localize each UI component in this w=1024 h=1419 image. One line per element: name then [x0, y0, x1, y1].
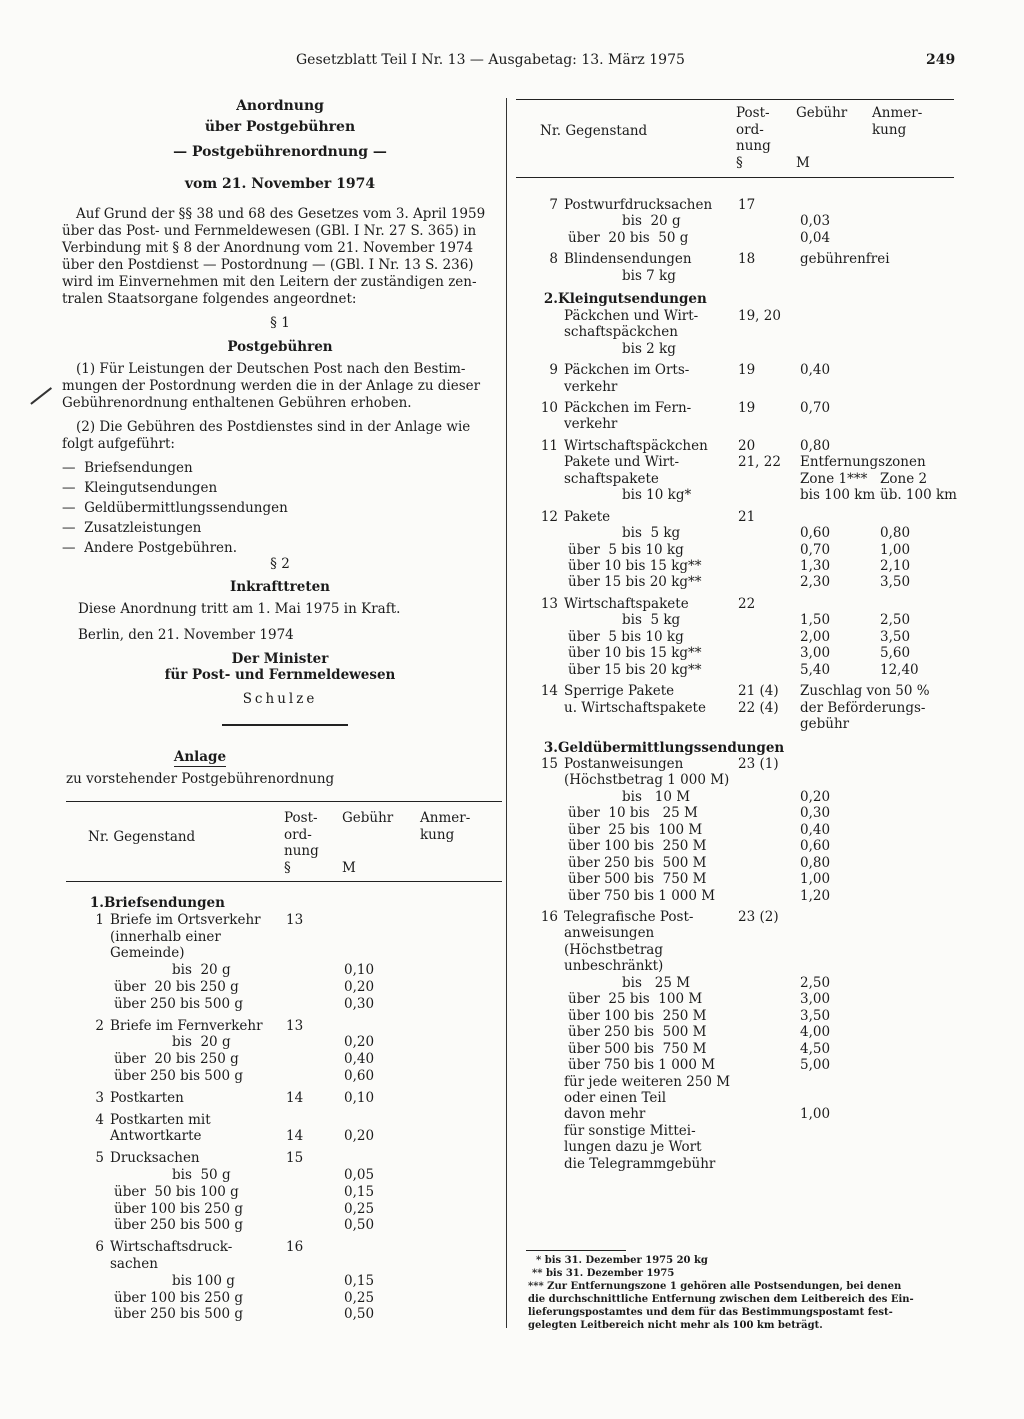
paragraph-2: (2) Die Gebühren des Postdienstes sind in der Anlage wie folgt aufgeführt:	[62, 419, 471, 452]
row-fee: Zuschlag von 50 %	[800, 683, 930, 700]
row-subject: Gemeinde)	[110, 945, 185, 962]
col-header-nr: Nr. Gegenstand	[88, 829, 196, 845]
row-subject: bis 7 kg	[622, 267, 676, 284]
row-subject: über 750 bis 1 000 M	[568, 1057, 716, 1074]
row-fee: 1,30	[800, 558, 831, 574]
row-fee: 0,60	[800, 838, 831, 855]
row-number: 9	[549, 362, 558, 379]
row-paragraph: 14	[286, 1089, 304, 1106]
table-header-rule	[66, 881, 502, 882]
row-fee-zone2: 1,00	[880, 541, 911, 558]
row-fee: Entfernungszonen	[800, 454, 926, 471]
row-subject: über 50 bis 100 g	[114, 1183, 239, 1200]
row-fee: 0,60	[344, 1068, 375, 1084]
row-fee: 0,20	[800, 788, 831, 805]
row-paragraph: 14	[286, 1128, 304, 1145]
row-fee: 0,20	[344, 1034, 375, 1051]
anlage-underline	[174, 766, 226, 767]
row-number: 4	[95, 1111, 104, 1128]
signature: Schulze	[242, 691, 318, 707]
minister-line-1: Der Minister	[231, 651, 329, 667]
row-number: 2.	[543, 291, 558, 308]
row-subject: über 25 bis 100 M	[568, 821, 703, 838]
row-subject: über 250 bis 500 g	[114, 1217, 244, 1234]
row-number: 10	[540, 399, 558, 416]
section-2-title: Inkrafttreten	[230, 579, 330, 595]
row-subject: unbeschränkt)	[564, 958, 664, 975]
col-header-anmerkung: Anmer- kung	[872, 105, 923, 138]
row-number: 11	[540, 437, 558, 454]
row-fee-zone2: Zone 2	[880, 470, 928, 487]
row-subject: Sperrige Pakete	[564, 683, 675, 700]
row-fee: 0,20	[344, 979, 375, 995]
row-subject: Antwortkarte	[110, 1128, 202, 1145]
table-header-rule	[516, 177, 954, 178]
row-paragraph: 19	[738, 362, 756, 379]
row-subject: über 15 bis 20 kg**	[568, 661, 702, 678]
row-subject: schaftspäckchen	[564, 324, 678, 341]
row-subject: bis 20 g	[172, 1034, 231, 1051]
row-subject: Päckchen im Fern-	[564, 399, 692, 416]
row-fee: 5,00	[800, 1057, 831, 1074]
row-number: 1	[95, 911, 104, 928]
row-subject: über 500 bis 750 M	[568, 1040, 707, 1057]
row-fee: 0,25	[344, 1200, 375, 1217]
row-subject: davon mehr	[564, 1106, 646, 1123]
row-paragraph: 22	[738, 595, 756, 612]
row-fee: 0,40	[800, 821, 831, 838]
row-subject: anweisungen	[564, 925, 655, 942]
col-header-nr: Nr. Gegenstand	[540, 123, 648, 139]
footnote: ** bis 31. Dezember 1975	[532, 1268, 675, 1279]
fee-category-list	[62, 458, 288, 558]
row-subject: verkehr	[564, 378, 618, 395]
row-paragraph: 13	[286, 1017, 304, 1034]
row-fee: 1,00	[800, 871, 831, 888]
footnote: * bis 31. Dezember 1975 20 kg	[536, 1255, 708, 1266]
row-subject: Wirtschaftsdruck-	[110, 1239, 233, 1256]
row-fee: 4,50	[800, 1040, 831, 1057]
footnote: gelegten Leitbereich nicht mehr als 100 km beträgt.	[528, 1320, 823, 1331]
row-number: 7	[549, 197, 558, 213]
table-top-rule	[516, 99, 954, 100]
col-header-gebuehr: Gebühr	[342, 810, 394, 826]
footnote: *** Zur Entfernungszone 1 gehören alle Postsendungen, bei denen	[528, 1281, 902, 1292]
doc-date: vom 21. November 1974	[184, 176, 376, 192]
separator-rule	[222, 724, 348, 726]
section-2: § 2	[270, 556, 290, 572]
col-header-anmerkung: Anmer- kung	[420, 810, 471, 843]
row-fee: 0,10	[344, 1089, 375, 1106]
row-subject: über 100 bis 250 M	[568, 838, 707, 855]
list-item: — Geldübermittlungssendungen	[62, 500, 288, 516]
doc-title-1: Anordnung	[236, 98, 324, 114]
running-header: Gesetzblatt Teil I Nr. 13 — Ausgabetag: 13. März 1975	[296, 52, 685, 68]
row-subject: bis 2 kg	[622, 340, 676, 357]
col-header-gebuehr: Gebühr	[796, 105, 848, 121]
footnotes	[528, 1254, 914, 1332]
row-subject: Briefe im Fernverkehr	[110, 1017, 263, 1034]
row-fee: 1,50	[800, 612, 831, 629]
row-subject: bis 10 M	[622, 788, 691, 805]
row-fee: Zone 1***	[800, 470, 868, 487]
row-fee: 0,03	[800, 213, 831, 230]
anlage-subtitle: zu vorstehender Postgebührenordnung	[66, 771, 335, 787]
row-subject: u. Wirtschaftspakete	[564, 699, 706, 716]
row-subject: schaftspakete	[564, 470, 659, 487]
row-subject: über 15 bis 20 kg**	[568, 574, 702, 591]
row-paragraph: 16	[286, 1239, 304, 1256]
row-fee-zone2: üb. 100 km	[880, 487, 957, 504]
row-fee: 0,80	[800, 437, 831, 454]
footnote: lieferungspostamtes und dem für das Bestimmungspostamt fest-	[528, 1307, 893, 1318]
row-subject: Geldübermittlungssendungen	[558, 739, 785, 756]
row-subject: Postkarten	[110, 1089, 184, 1106]
row-number: 14	[540, 683, 558, 700]
row-paragraph: 20	[738, 437, 756, 454]
row-fee: der Beförderungs-	[800, 699, 926, 716]
row-paragraph: 21, 22	[738, 454, 781, 471]
row-fee: 0,10	[344, 962, 375, 979]
row-subject: über 250 bis 500 M	[568, 1024, 707, 1041]
row-subject: Briefsendungen	[104, 895, 225, 911]
place-date: Berlin, den 21. November 1974	[78, 627, 294, 643]
row-fee: 5,40	[800, 661, 831, 678]
row-subject: (Höchstbetrag 1 000 M)	[564, 772, 730, 789]
row-fee: 3,00	[800, 645, 831, 662]
row-subject: bis 5 kg	[622, 612, 681, 629]
row-fee: 3,50	[800, 1007, 831, 1024]
row-subject: über 100 bis 250 M	[568, 1007, 707, 1024]
row-subject: Kleingutsendungen	[558, 291, 707, 308]
row-fee-zone2: 2,10	[880, 558, 911, 574]
row-subject: lungen dazu je Wort	[564, 1139, 702, 1156]
row-fee: 0,70	[800, 399, 831, 416]
anlage-title: Anlage	[173, 749, 227, 765]
page-number: 249	[926, 52, 956, 68]
row-fee: 0,50	[344, 1306, 375, 1323]
row-subject: über 20 bis 250 g	[114, 979, 239, 995]
row-fee-zone2: 2,50	[880, 612, 911, 629]
row-subject: Postkarten mit	[110, 1111, 211, 1128]
row-subject: bis 100 g	[172, 1272, 235, 1289]
row-fee: 0,05	[344, 1167, 375, 1183]
row-paragraph: 19	[738, 399, 756, 416]
row-subject: Briefe im Ortsverkehr	[110, 911, 261, 928]
row-subject: über 100 bis 250 g	[114, 1200, 244, 1217]
row-subject: sachen	[110, 1256, 158, 1272]
row-paragraph: 23 (1)	[738, 755, 779, 772]
row-paragraph: 21 (4)	[738, 683, 779, 700]
row-subject: Blindensendungen	[564, 251, 692, 268]
row-paragraph: 22 (4)	[738, 699, 779, 716]
row-fee: gebühr	[800, 716, 850, 733]
col-header-m: M	[342, 860, 356, 876]
row-fee-zone2: 0,80	[880, 525, 911, 542]
doc-title-2: über Postgebühren	[204, 119, 356, 135]
row-paragraph: 15	[286, 1150, 304, 1167]
row-fee: 0,25	[344, 1289, 375, 1306]
row-paragraph: 18	[738, 251, 756, 268]
row-subject: bis 20 g	[172, 962, 231, 979]
row-subject: verkehr	[564, 416, 618, 433]
row-fee: 0,40	[344, 1051, 375, 1068]
row-subject: über 100 bis 250 g	[114, 1289, 244, 1306]
row-number: 5	[95, 1150, 104, 1167]
row-subject: über 250 bis 500 g	[114, 995, 244, 1012]
minister-line-2: für Post- und Fernmeldewesen	[164, 667, 396, 683]
row-subject: über 20 bis 250 g	[114, 1051, 239, 1068]
row-fee: 2,30	[800, 574, 831, 591]
row-fee: 1,00	[800, 1106, 831, 1123]
col-header-postordnung: Post- ord- nung §	[284, 810, 319, 876]
row-subject: Pakete	[564, 508, 611, 525]
row-subject: Drucksachen	[110, 1150, 200, 1167]
row-subject: (Höchstbetrag	[564, 941, 663, 958]
row-subject: über 250 bis 500 g	[114, 1068, 244, 1084]
row-fee-zone2: 3,50	[880, 628, 911, 645]
row-subject: über 750 bis 1 000 M	[568, 887, 716, 904]
row-subject: für sonstige Mittei-	[564, 1122, 696, 1139]
row-fee: 0,60	[800, 525, 831, 542]
row-number: 3.	[543, 739, 558, 756]
row-fee: 0,15	[344, 1183, 375, 1200]
row-paragraph: 13	[286, 911, 304, 928]
row-subject: bis 5 kg	[622, 525, 681, 542]
row-subject: über 10 bis 15 kg**	[568, 645, 702, 662]
section-1-title: Postgebühren	[227, 339, 333, 355]
row-subject: über 5 bis 10 kg	[568, 541, 684, 558]
col-header-m: M	[796, 155, 810, 171]
list-item: — Zusatzleistungen	[62, 520, 202, 536]
margin-mark	[30, 387, 51, 404]
row-subject: über 500 bis 750 M	[568, 871, 707, 888]
list-item: — Briefsendungen	[62, 460, 193, 476]
row-fee-zone2: 5,60	[880, 645, 911, 662]
row-fee: 0,30	[800, 805, 831, 822]
row-fee: 0,40	[800, 362, 831, 379]
row-subject: Telegrafische Post-	[564, 909, 694, 925]
doc-title-3: — Postgebührenordnung —	[173, 144, 387, 160]
section-1: § 1	[270, 315, 290, 331]
paragraph-1: (1) Für Leistungen der Deutschen Post nach den Bestim- mungen der Postordnung werden die in der Anlage zu dieser Gebührenordnung enthaltenen Gebühren erhoben.	[62, 361, 481, 411]
row-number: 13	[540, 595, 558, 612]
intro-paragraph: Auf Grund der §§ 38 und 68 des Gesetzes vom 3. April 1959 über das Post- und Fernmeldewesen (GBl. I Nr. 27 S. 365) in Verbindung mit § 8 der Anordnung vom 21. November 1974 über den Postdienst — Postordnung — (GBl. I Nr. 13 S. 236) wird im Einvernehmen mit den Leitern der zuständigen zen- tralen Staatsorgane folgendes angeordnet:	[62, 206, 486, 307]
table-top-rule	[66, 801, 502, 802]
row-fee: 2,00	[800, 628, 831, 645]
row-subject: über 20 bis 50 g	[568, 229, 689, 246]
footnote-rule	[526, 1250, 626, 1251]
row-subject: Postanweisungen	[564, 755, 684, 772]
row-subject: über 250 bis 500 M	[568, 854, 707, 871]
row-subject: Wirtschaftspäckchen	[564, 437, 708, 454]
row-number: 6	[95, 1239, 104, 1256]
row-subject: die Telegrammgebühr	[564, 1155, 716, 1172]
col-header-postordnung: Post- ord- nung §	[736, 105, 771, 171]
row-fee: 0,04	[800, 229, 831, 246]
row-number: 8	[549, 251, 558, 268]
row-number: 2	[95, 1017, 104, 1034]
row-paragraph: 17	[738, 197, 756, 213]
row-fee: 0,50	[344, 1217, 375, 1234]
row-fee: gebührenfrei	[800, 251, 890, 268]
row-fee: 0,80	[800, 854, 831, 871]
row-number: 16	[540, 909, 558, 925]
row-paragraph: 19, 20	[738, 307, 781, 324]
row-subject: (innerhalb einer	[110, 928, 221, 945]
footnote: die durchschnittliche Entfernung zwischen dem Leitbereich des Ein-	[528, 1294, 914, 1305]
row-number: 1.	[89, 895, 104, 911]
column-divider	[506, 98, 507, 1328]
row-number: 3	[95, 1089, 104, 1106]
row-subject: über 250 bis 500 g	[114, 1306, 244, 1323]
row-subject: für jede weiteren 250 M	[564, 1073, 731, 1090]
row-number: 15	[540, 755, 558, 772]
paragraph-3: Diese Anordnung tritt am 1. Mai 1975 in Kraft.	[78, 601, 401, 617]
row-fee: 3,00	[800, 991, 831, 1008]
row-subject: Päckchen und Wirt-	[564, 307, 699, 324]
row-fee-zone2: 3,50	[880, 574, 911, 591]
row-subject: bis 10 kg*	[622, 487, 692, 504]
row-subject: über 5 bis 10 kg	[568, 628, 684, 645]
row-fee: 0,30	[344, 995, 375, 1012]
row-fee: 4,00	[800, 1024, 831, 1041]
row-fee: 0,70	[800, 541, 831, 558]
row-fee-zone2: 12,40	[880, 661, 919, 678]
row-fee: 2,50	[800, 974, 831, 991]
row-subject: über 25 bis 100 M	[568, 991, 703, 1008]
list-item: — Andere Postgebühren.	[62, 540, 238, 556]
row-subject: bis 50 g	[172, 1167, 231, 1183]
row-fee: 1,20	[800, 887, 831, 904]
row-subject: Päckchen im Orts-	[564, 362, 690, 379]
row-paragraph: 21	[738, 508, 756, 525]
row-subject: über 10 bis 25 M	[568, 805, 698, 822]
row-subject: Postwurfdrucksachen	[564, 197, 713, 213]
row-subject: bis 25 M	[622, 974, 691, 991]
row-fee: bis 100 km	[800, 487, 876, 504]
row-fee: 0,20	[344, 1128, 375, 1145]
row-subject: bis 20 g	[622, 213, 681, 230]
row-subject: Wirtschaftspakete	[564, 595, 689, 612]
list-item: — Kleingutsendungen	[62, 480, 218, 496]
row-paragraph: 23 (2)	[738, 909, 779, 925]
row-subject: oder einen Teil	[564, 1089, 667, 1106]
row-fee: 0,15	[344, 1272, 375, 1289]
row-subject: über 10 bis 15 kg**	[568, 558, 702, 574]
row-subject: Pakete und Wirt-	[564, 454, 680, 471]
row-number: 12	[540, 508, 558, 525]
